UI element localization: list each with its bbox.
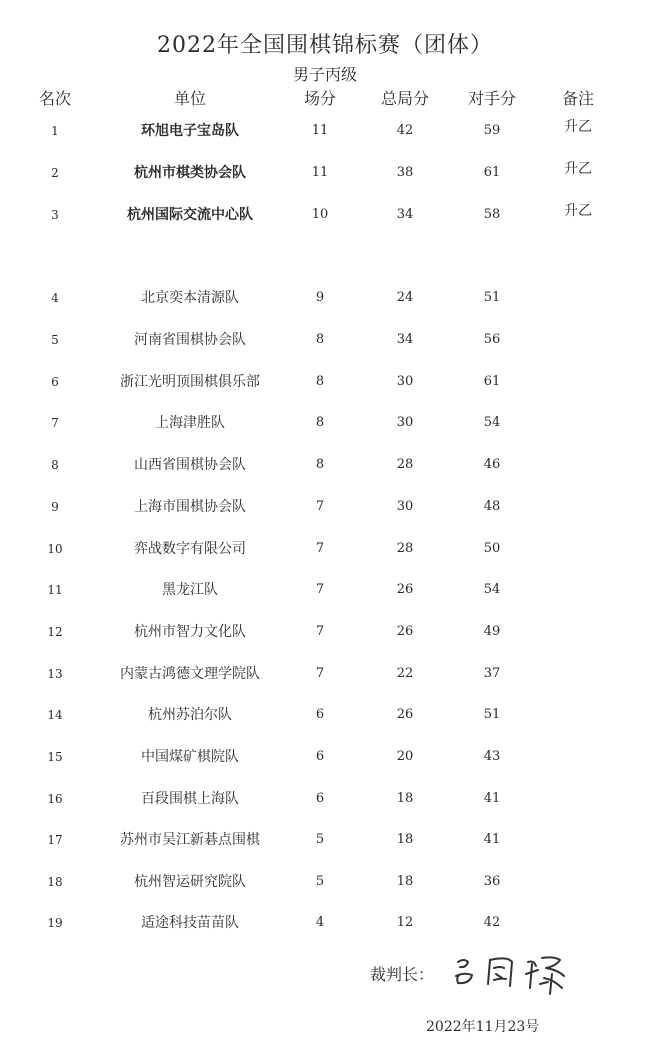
opponent-cell: 51 <box>483 290 501 305</box>
header-games: 场分 <box>303 89 337 108</box>
total-cell: 34 <box>396 207 414 222</box>
rank-cell: 15 <box>47 750 63 764</box>
unit-cell: 杭州市棋类协会队 <box>134 165 246 181</box>
rank-cell: 7 <box>51 416 59 430</box>
table-row <box>0 204 650 226</box>
games-cell: 5 <box>315 832 325 847</box>
header-opponent: 对手分 <box>467 89 517 108</box>
opponent-cell: 61 <box>483 165 501 180</box>
table-row <box>0 829 650 851</box>
table-row <box>0 663 650 685</box>
rank-cell: 5 <box>51 333 59 347</box>
table-row <box>0 912 650 934</box>
unit-cell: 上海津胜队 <box>155 415 225 431</box>
opponent-cell: 54 <box>483 415 501 430</box>
table-row <box>0 579 650 601</box>
games-cell: 4 <box>315 915 325 930</box>
rank-cell: 11 <box>47 583 63 597</box>
opponent-cell: 58 <box>483 207 501 222</box>
games-cell: 8 <box>315 374 325 389</box>
handwritten-signature <box>450 948 590 996</box>
rank-cell: 8 <box>51 458 59 472</box>
games-cell: 6 <box>315 791 325 806</box>
table-row <box>0 329 650 351</box>
total-cell: 18 <box>396 791 414 806</box>
table-row <box>0 162 650 184</box>
unit-cell: 百段围棋上海队 <box>141 791 239 807</box>
unit-cell: 中国煤矿棋院队 <box>141 749 239 765</box>
total-cell: 26 <box>396 624 414 639</box>
games-cell: 7 <box>315 499 325 514</box>
table-row <box>0 746 650 768</box>
note-cell: 升乙 <box>564 161 592 177</box>
unit-cell: 杭州市智力文化队 <box>134 624 246 640</box>
unit-cell: 河南省围棋协会队 <box>134 332 246 348</box>
total-cell: 30 <box>396 374 414 389</box>
table-row <box>0 496 650 518</box>
unit-cell: 内蒙古鸿德文理学院队 <box>120 666 260 682</box>
unit-cell: 黑龙江队 <box>162 582 218 598</box>
page-subtitle: 男子丙级 <box>292 65 357 84</box>
games-cell: 8 <box>315 457 325 472</box>
unit-cell: 浙江光明顶围棋俱乐部 <box>120 374 260 390</box>
table-row <box>0 120 650 142</box>
total-cell: 26 <box>396 707 414 722</box>
games-cell: 7 <box>315 624 325 639</box>
table-row <box>0 287 650 309</box>
unit-cell: 杭州智运研究院队 <box>134 874 246 890</box>
header-note: 备注 <box>561 89 595 108</box>
document-date: 2022年11月23号 <box>426 1019 540 1035</box>
rank-cell: 19 <box>47 916 63 930</box>
games-cell: 10 <box>311 207 329 222</box>
unit-cell: 杭州国际交流中心队 <box>127 207 253 223</box>
opponent-cell: 48 <box>483 499 501 514</box>
unit-cell: 北京奕本清源队 <box>141 290 239 306</box>
unit-cell: 适途科技苗苗队 <box>141 915 239 931</box>
chief-referee-label: 裁判长： <box>370 965 435 984</box>
table-row <box>0 371 650 393</box>
total-cell: 26 <box>396 582 414 597</box>
total-cell: 18 <box>396 874 414 889</box>
opponent-cell: 41 <box>483 832 501 847</box>
rank-cell: 4 <box>51 291 59 305</box>
games-cell: 11 <box>311 165 329 180</box>
note-cell: 升乙 <box>564 119 592 135</box>
rank-cell: 6 <box>51 375 59 389</box>
unit-cell: 苏州市吴江新碁点围棋 <box>120 832 260 848</box>
games-cell: 9 <box>315 290 325 305</box>
games-cell: 7 <box>315 582 325 597</box>
rank-cell: 10 <box>47 542 63 556</box>
rank-cell: 1 <box>51 124 59 138</box>
unit-cell: 杭州苏泊尔队 <box>148 707 232 723</box>
table-row <box>0 621 650 643</box>
total-cell: 38 <box>396 165 414 180</box>
games-cell: 7 <box>315 541 325 556</box>
opponent-cell: 54 <box>483 582 501 597</box>
rank-cell: 16 <box>47 792 63 806</box>
unit-cell: 上海市围棋协会队 <box>134 499 246 515</box>
table-row <box>0 704 650 726</box>
header-unit: 单位 <box>173 89 207 108</box>
opponent-cell: 36 <box>483 874 501 889</box>
unit-cell: 环旭电子宝岛队 <box>141 123 239 139</box>
games-cell: 7 <box>315 666 325 681</box>
rank-cell: 9 <box>51 500 59 514</box>
total-cell: 34 <box>396 332 414 347</box>
rank-cell: 3 <box>51 208 59 222</box>
opponent-cell: 46 <box>483 457 501 472</box>
opponent-cell: 50 <box>483 541 501 556</box>
rank-cell: 14 <box>47 708 63 722</box>
games-cell: 11 <box>311 123 329 138</box>
opponent-cell: 43 <box>483 749 501 764</box>
total-cell: 28 <box>396 541 414 556</box>
opponent-cell: 61 <box>483 374 501 389</box>
games-cell: 6 <box>315 749 325 764</box>
table-row <box>0 871 650 893</box>
rank-cell: 13 <box>47 667 63 681</box>
total-cell: 30 <box>396 499 414 514</box>
total-cell: 22 <box>396 666 414 681</box>
opponent-cell: 37 <box>483 666 501 681</box>
note-cell: 升乙 <box>564 203 592 219</box>
games-cell: 8 <box>315 332 325 347</box>
opponent-cell: 49 <box>483 624 501 639</box>
total-cell: 42 <box>396 123 414 138</box>
table-row <box>0 788 650 810</box>
rank-cell: 12 <box>47 625 63 639</box>
games-cell: 6 <box>315 707 325 722</box>
total-cell: 30 <box>396 415 414 430</box>
total-cell: 12 <box>396 915 414 930</box>
rank-cell: 2 <box>51 166 59 180</box>
header-rank: 名次 <box>38 89 72 108</box>
total-cell: 18 <box>396 832 414 847</box>
table-row <box>0 412 650 434</box>
total-cell: 24 <box>396 290 414 305</box>
rank-cell: 18 <box>47 875 63 889</box>
games-cell: 8 <box>315 415 325 430</box>
unit-cell: 弈战数字有限公司 <box>134 541 246 557</box>
page-title: 2022年全国围棋锦标赛（团体） <box>157 33 493 58</box>
total-cell: 20 <box>396 749 414 764</box>
header-total: 总局分 <box>380 89 430 108</box>
games-cell: 5 <box>315 874 325 889</box>
table-row <box>0 538 650 560</box>
opponent-cell: 42 <box>483 915 501 930</box>
opponent-cell: 56 <box>483 332 501 347</box>
table-row <box>0 454 650 476</box>
unit-cell: 山西省围棋协会队 <box>134 457 246 473</box>
opponent-cell: 59 <box>483 123 501 138</box>
total-cell: 28 <box>396 457 414 472</box>
opponent-cell: 41 <box>483 791 501 806</box>
rank-cell: 17 <box>47 833 63 847</box>
opponent-cell: 51 <box>483 707 501 722</box>
